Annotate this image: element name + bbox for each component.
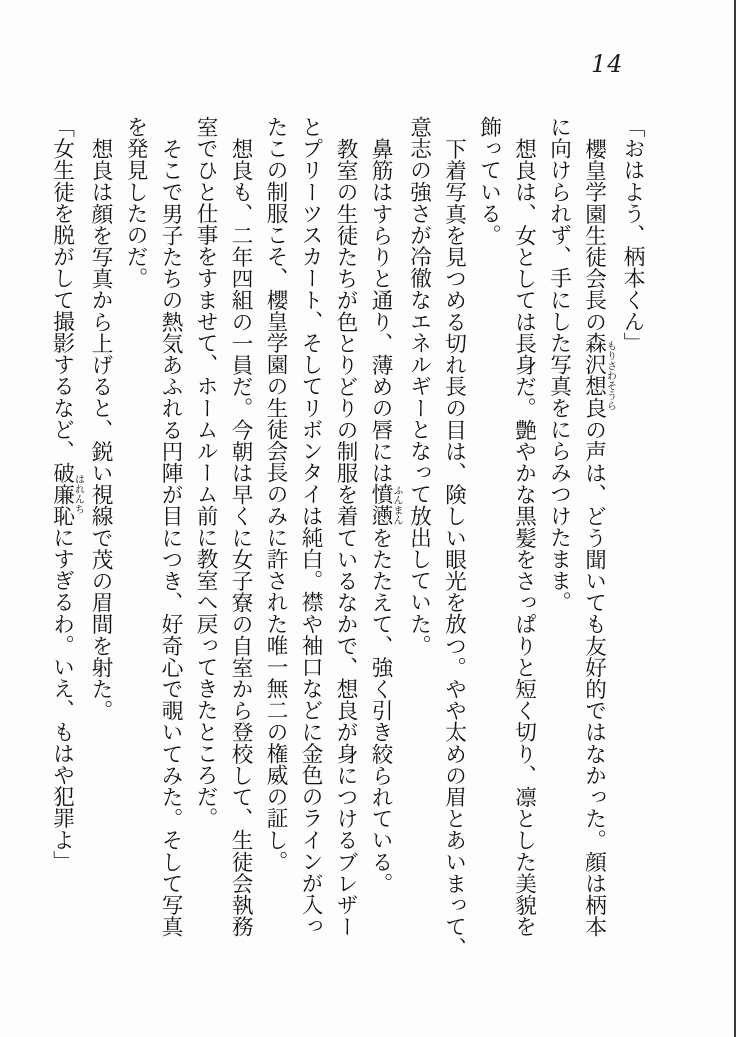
text-line: そこで男子たちの熱気あふれる円陣が目につき、好奇心で覗いてみた。そして写真 [158, 137, 183, 937]
text-line: とプリーツスカート、そしてリボンタイは純白。襟や袖口などに金色のラインが入っ [298, 116, 323, 937]
text-line: に向けられず、手にした写真をにらみつけたまま。 [546, 116, 572, 613]
text-line: 教室の生徒たちが色とりどりの制服を着ているなかで、想良が身につけるブレザー [333, 137, 358, 937]
furigana: はれんち [72, 461, 84, 527]
text-line: 室でひと仕事をすませて、ホームルーム前に教室へ戻ってきたところだ。 [193, 116, 218, 829]
text-block [49, 116, 650, 959]
text-line: 下着写真を見つめる切れ長の目は、険しい眼光を放つ。やや太めの眉とあいまって、 [441, 137, 467, 959]
text-line: 想良は、女としては長身だ。艶やかな黒髪をさっぱりと短く切り、凛とした美貌を [511, 137, 537, 937]
ruby-annotated-word: 森沢想良もりさわそうら [581, 332, 616, 419]
text-line: 想良も、二年四組の一員だ。今朝は早くに女子寮の自室から登校して、生徒会執務 [228, 137, 253, 937]
text-line: 鼻筋はすらりと通り、薄めの唇には憤懣ふんまんをたたえて、強く引き絞られている。 [368, 137, 402, 894]
ruby-annotated-word: 破廉恥はれんち [49, 461, 84, 527]
text-line: 想良は顔を写真から上げると、鋭い視線で茂の眉間を射た。 [88, 137, 113, 721]
page-number: 14 [591, 50, 624, 78]
text-line: を発見したのだ。 [123, 116, 148, 289]
text-line: 櫻皇学園生徒会長の森沢想良もりさわそうらの声は、どう聞いても友好的ではなかった。顔は柄本 [581, 137, 616, 937]
text-line: 飾っている。 [476, 116, 502, 246]
furigana: もりさわそうら [604, 332, 616, 419]
text-line: 意志の強さが冷徹なエネルギーとなって放出していた。 [406, 116, 432, 656]
text-line: 「女生徒を脱がして撮影するなど、破廉恥はれんちにすぎるわ。いえ、もはや犯罪よ」 [49, 116, 84, 873]
text-line: たこの制服こそ、櫻皇学園の生徒会長のみに許された唯一無二の権威の証し。 [263, 116, 288, 872]
furigana: ふんまん [391, 483, 402, 527]
text-line: 「おはよう、柄本くん」 [620, 116, 645, 354]
ruby-annotated-word: 憤懣ふんまん [368, 483, 402, 527]
